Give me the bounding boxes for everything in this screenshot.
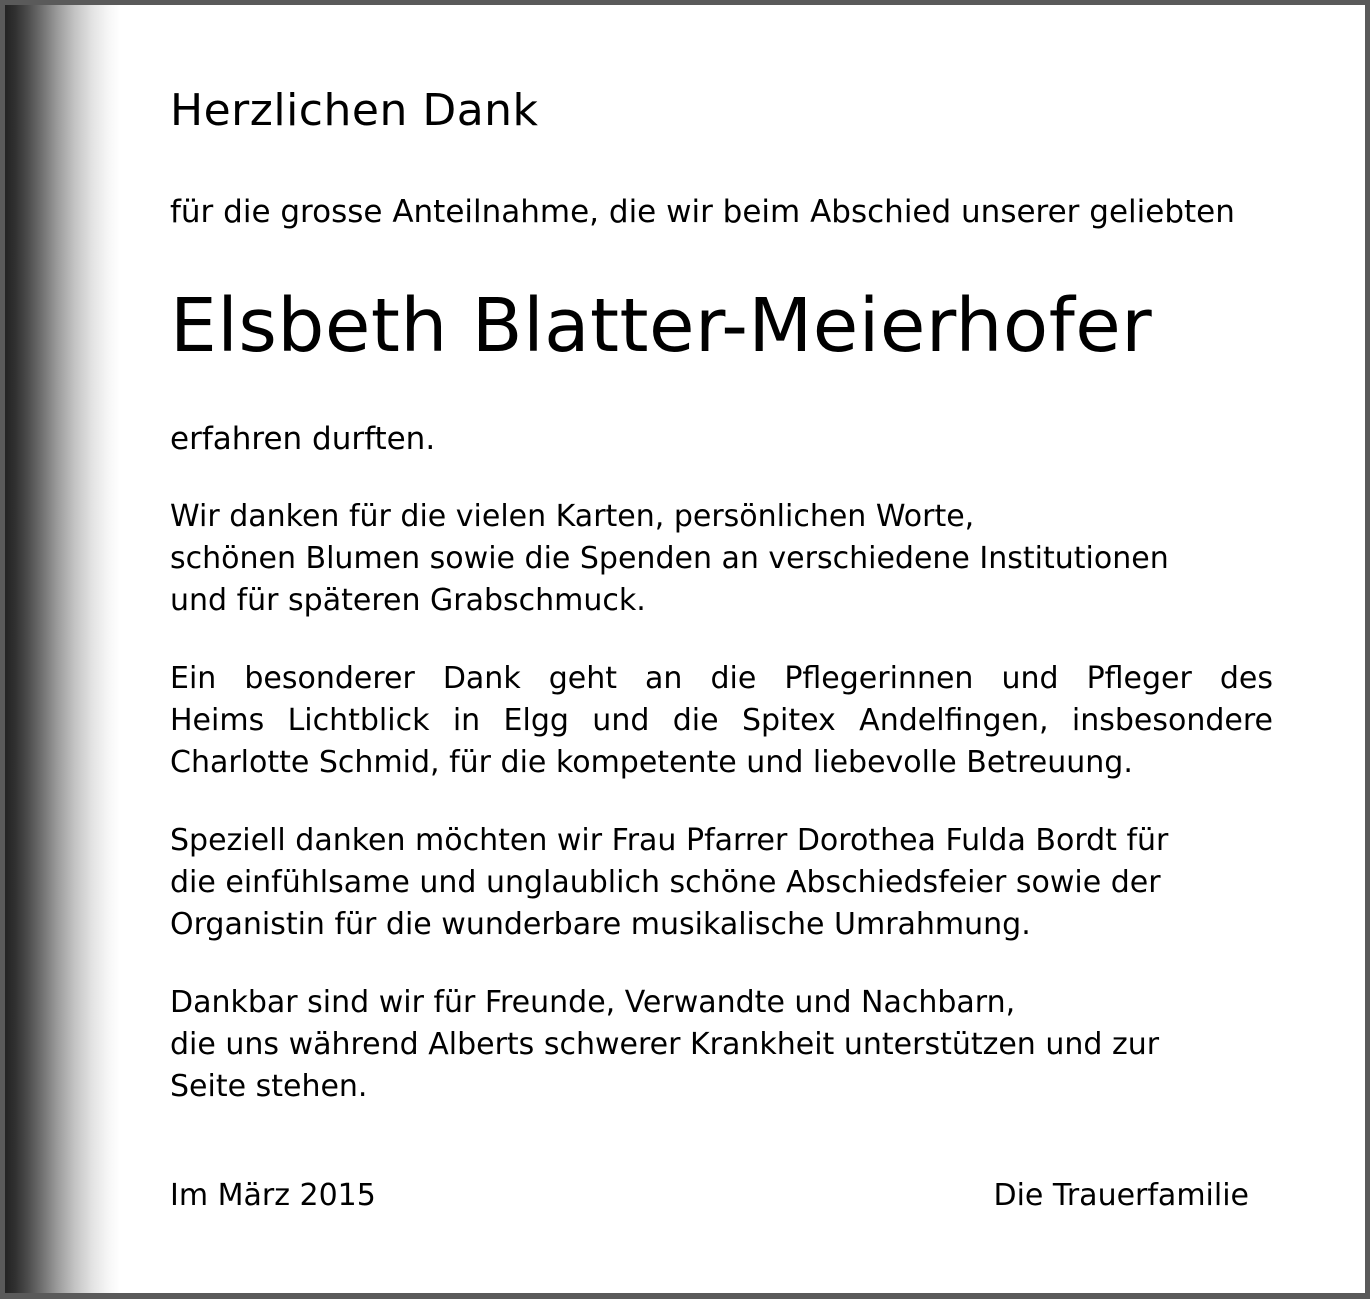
after-name-line: erfahren durften.	[170, 421, 436, 457]
binding-shadow	[5, 5, 120, 1293]
paragraph-line: Ein besonderer Dank geht an die Pflegerinnen und Pfleger des	[170, 661, 1273, 696]
paragraph-cards-flowers	[170, 496, 1273, 622]
paragraph-line: Organistin für die wunderbare musikalische Umrahmung.	[170, 907, 1031, 942]
paragraph-ceremony	[170, 820, 1273, 946]
paragraph-line: Speziell danken möchten wir Frau Pfarrer Dorothea Fulda Bordt für	[170, 823, 1169, 858]
paragraph-line: Wir danken für die vielen Karten, persönlichen Worte,	[170, 499, 975, 534]
paragraph-friends-family	[170, 982, 1273, 1108]
paragraph-line: Heims Lichtblick in Elgg und die Spitex Andelfingen, insbesondere	[170, 703, 1273, 738]
thank-you-notice	[170, 5, 1273, 1293]
paragraph-line: Seite stehen.	[170, 1069, 368, 1104]
paragraph-line: schönen Blumen sowie die Spenden an verschiedene Institutionen	[170, 541, 1169, 576]
paragraph-line: die uns während Alberts schwerer Krankheit unterstützen und zur	[170, 1027, 1160, 1062]
paragraph-care-staff	[170, 658, 1273, 784]
paragraph-line: und für späteren Grabschmuck.	[170, 583, 646, 618]
paragraph-line: die einfühlsame und unglaublich schöne Abschiedsfeier sowie der	[170, 865, 1161, 900]
notice-heading: Herzlichen Dank	[170, 85, 539, 136]
paragraph-line: Dankbar sind wir für Freunde, Verwandte und Nachbarn,	[170, 985, 1016, 1020]
deceased-name: Elsbeth Blatter-Meierhofer	[170, 283, 1153, 369]
notice-signature: Die Trauerfamilie	[993, 1178, 1249, 1213]
paragraph-line: Charlotte Schmid, für die kompetente und liebevolle Betreuung.	[170, 745, 1133, 780]
intro-line: für die grosse Anteilnahme, die wir beim Abschied unserer geliebten	[170, 194, 1235, 230]
notice-date: Im März 2015	[170, 1178, 376, 1213]
